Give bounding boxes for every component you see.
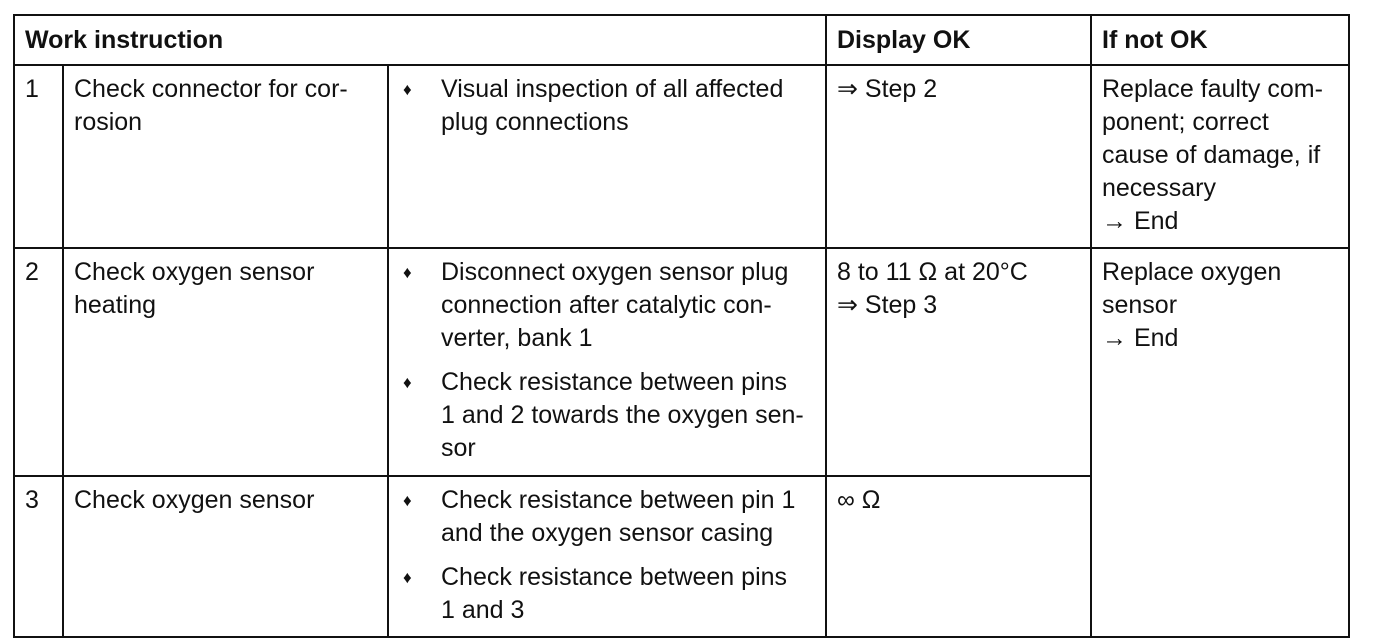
action-text-line: and the oxygen sensor casing (441, 519, 774, 547)
step-title (63, 476, 388, 637)
bullet-diamond-icon: ♦ (403, 263, 412, 282)
bullet-diamond-icon: ♦ (403, 80, 412, 99)
action-text (441, 256, 788, 355)
action-item (399, 366, 815, 465)
bullet-diamond-icon: ♦ (403, 568, 412, 587)
step-title-line: Check oxygen sensor (74, 258, 315, 286)
action-list (399, 484, 815, 627)
header-work-instruction: Work instruction (14, 15, 826, 65)
action-text (441, 484, 795, 550)
action-item (399, 484, 815, 550)
bullet-diamond-icon: ♦ (403, 491, 412, 510)
action-text-line: sor (441, 434, 476, 462)
action-text-line: Disconnect oxygen sensor plug (441, 258, 789, 286)
step-title (63, 65, 388, 248)
step-number: 2 (14, 248, 63, 476)
if-not-ok-cell (1091, 65, 1349, 248)
step-title-line: Check oxygen sensor (74, 486, 315, 514)
display-ok-cell (826, 248, 1091, 476)
action-list (399, 73, 815, 139)
if-not-ok-line: Replace oxygen (1102, 258, 1282, 286)
action-text (441, 73, 783, 139)
step-title-line: heating (74, 291, 157, 319)
work-instruction-table (13, 14, 1350, 638)
display-ok-line: ∞ Ω (837, 486, 881, 514)
step-title-line: Check connector for cor- (74, 75, 348, 103)
table-row-step-2 (14, 248, 1349, 476)
step-actions (388, 65, 826, 248)
if-not-ok-line: ponent; correct (1102, 108, 1269, 136)
action-text (441, 561, 787, 627)
action-text-line: verter, bank 1 (441, 324, 593, 352)
action-text-line: Check resistance between pin 1 (441, 486, 796, 514)
header-if-not-ok: If not OK (1091, 15, 1349, 65)
display-ok-line: ⇒ Step 3 (837, 291, 938, 319)
action-text-line: Visual inspection of all affected (441, 75, 784, 103)
display-ok-line: ⇒ Step 2 (837, 75, 938, 103)
header-display-ok: Display OK (826, 15, 1091, 65)
step-number: 3 (14, 476, 63, 637)
action-text-line: connection after catalytic con- (441, 291, 772, 319)
step-actions (388, 476, 826, 637)
display-ok-cell (826, 476, 1091, 637)
step-actions (388, 248, 826, 476)
step-number: 1 (14, 65, 63, 248)
if-not-ok-cell (1091, 248, 1349, 637)
action-item (399, 73, 815, 139)
action-item (399, 561, 815, 627)
action-text-line: Check resistance between pins (441, 563, 788, 591)
bullet-diamond-icon: ♦ (403, 373, 412, 392)
action-text-line: Check resistance between pins (441, 368, 788, 396)
display-ok-cell (826, 65, 1091, 248)
if-not-ok-line: → End (1102, 207, 1179, 235)
action-text-line: 1 and 2 towards the oxygen sen- (441, 401, 804, 429)
display-ok-line: 8 to 11 Ω at 20°C (837, 258, 1028, 286)
if-not-ok-line: cause of damage, if (1102, 141, 1321, 169)
action-list (399, 256, 815, 465)
step-title (63, 248, 388, 476)
table-row-step-1 (14, 65, 1349, 248)
header-row (14, 15, 1349, 65)
step-title-line: rosion (74, 108, 143, 136)
if-not-ok-line: sensor (1102, 291, 1178, 319)
action-text-line: 1 and 3 (441, 596, 525, 624)
action-text-line: plug connections (441, 108, 629, 136)
if-not-ok-line: Replace faulty com- (1102, 75, 1323, 103)
action-item (399, 256, 815, 355)
if-not-ok-line: necessary (1102, 174, 1216, 202)
if-not-ok-line: → End (1102, 324, 1179, 352)
action-text (441, 366, 804, 465)
